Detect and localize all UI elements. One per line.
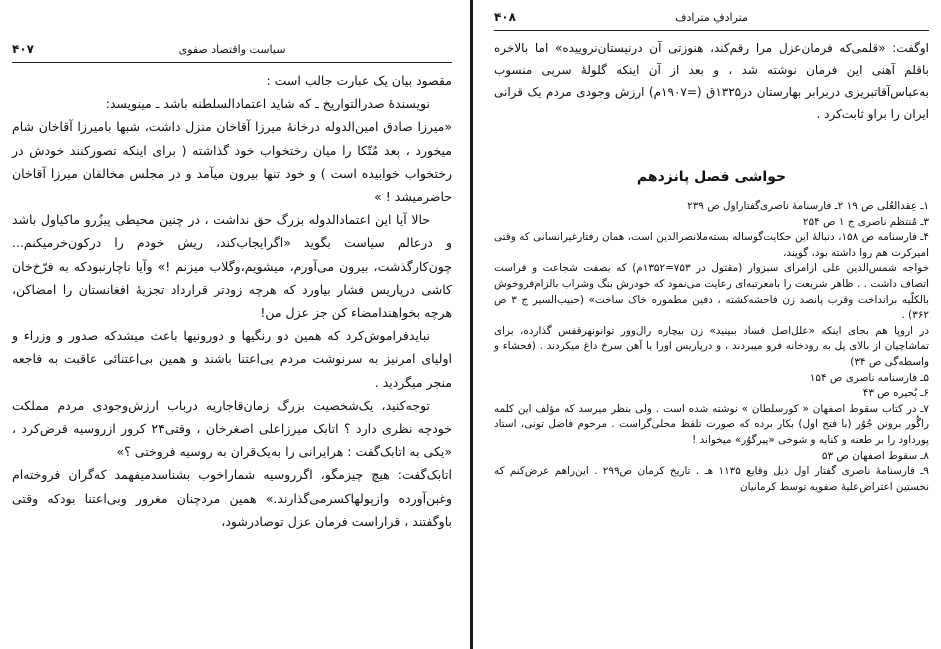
right-page (476, 0, 941, 649)
paragraph: مقصود بیان یک عبارت جالب است : (266, 73, 452, 88)
paragraph: توجه‌کنید، یک‌شخصیت بزرگ زمان‌قاجاریه درباب ارزش‌وجودی مردم مملکت خودچه نظری دارد ؟ اتابک میرزاعلی اصغرخان ، وقتی۲۴ کرور ازروسیه قرض‌کرد ، «یکی به اتابک‌گفت : هرایرانی را به‌یک‌قران به روسیه فروختی ؟» (12, 397, 452, 460)
paragraph: نویسندهٔ صدرالتواریخ ـ که شاید اعتمادالسلطنه باشد ـ مینویسد: (105, 96, 430, 112)
footnote: ۳ـ مُنتظم ناصری ج ۱ ص ۲۵۴ (802, 215, 929, 228)
paragraph: اوگفت: «قلمی‌که فرمان‌عزل مرا رقم‌کند، هنوزتی آن درنیستان‌نروییده» اما بالاخره باقلم آهنی این فرمان نوشته شد ، و بعد از آن اینکه گلولهٔ سربی منسوب به‌عباس‌آقاتبریزی دربرابر بهارستان در۱۳۲۵ق (=۱۹۰۷م) ارزش وجودی مردم یک قرانی ایران را براو ثابت‌کرد . (494, 41, 930, 121)
left-running-title: سیاست واقتصاد صفوی (178, 43, 286, 56)
book-gutter (470, 0, 473, 649)
footnotes-list (494, 199, 929, 495)
paragraph: حالا آیا این اعتمادالدوله بزرگ حق نداشت ، در چنین محیطی پیزُرو ماکیاول باشد و درعالم سیاست بگوید «اگرایجاب‌کند، ریش خودم را درکون‌خرمیکنم... چون‌کارگذشت، بیرون می‌آورم، میشویم،وگلاب میزنم !» وآیا ناچارنبودکه به فرّخ‌خان کاشی درپاریس فشار بیاورد که هرچه زودتر قرارداد تجزیهٔ افغانستان را امضاکن، هرچه بخواهندامضاء کن جز عزل من! (12, 212, 452, 321)
footnote: ۵ـ فارسنامه ناصری ص ۱۵۴ (809, 371, 929, 384)
quote-paragraph: «میرزا صادق امین‌الدوله درخانهٔ میرزا آقاخان منزل داشت، شبها بامیرزا آقاخان شام میخورد ، بعد مُتّکا را میان رختخواب خود گذاشته ( برای اینکه تصورکنند خودش در رختخواب خوابیده است ) و خود تنها بیرون میآمد و در مجلس مخالفان میرزا آقاخان حاضرمیشد ! » (12, 119, 452, 205)
right-page-header (494, 8, 929, 31)
right-page-number: ۴۰۸ (494, 10, 516, 24)
paragraph: اتابک‌گفت: هیچ چیزمگو، اگرروسیه شماراخوب بشناسدمیفهمد که‌گران فروخته‌ام وغبن‌آورده وازپولهاکسرمی‌گذارند.» همین مردچنان مغرور وبی‌اعتنا بودکه وقتی باوگفتند ، قراراست فرمان عزل توصادرشود، (12, 467, 452, 529)
footnote: ۶ـ بُحیره ص ۴۳ (862, 387, 929, 400)
right-page-body (494, 37, 929, 125)
footnote: ۱ـ عِقدالعُلی ص ۱۹ ۲ـ فارسنامهٔ ناصری‌گفتاراول ص ۲۳۹ (687, 200, 929, 212)
left-page-header (12, 40, 452, 63)
left-page-body (12, 69, 452, 533)
footnote: ۹ـ فارسنامهٔ ناصری گفتار اول ذیل وقایع ۱۱۳۵ هـ . تاریخ کرمان ص۲۹۹ . این‌راهم عرض‌کنم که نخستین اعتراض‌علیهٔ صفویه توسط کرمانیان (494, 465, 929, 493)
footnote: خواجه شمس‌الدین علی ازامرای سبزوار (مقتول در ۷۵۳=۱۳۵۲م) که بصفت شجاعت و فراست اتصاف داشت . . ظاهر شریعت را بامعرتبه‌ای رعایت می‌نمود که خودرش بنگ وشراب بالزام‌فروخوش بالکلّیه برانداخت وقرب پانصد زن فاحشه‌کشته ، دفین مطموره خاک ساخت» (حبیب‌السیر ج ۳ ص ۳۶۲) . (494, 262, 929, 322)
footnote: ۸ـ سقوط اصفهان ص ۵۳ (821, 449, 929, 462)
right-running-title: مترادفِ مترادف (675, 11, 748, 24)
footnote: ۷ـ در کتاب سقوط اصفهان « کورسلطان » نوشته شده است . ولی بنظر میرسد که مؤلف این کلمه راگُور برونن جُوُر (با فتح اول) بکار برده که صورت تلفظ محلی‌گراست . مرحوم فاضل تونی، استاد پورداود را بر طعنه و کنایه و شوخی «پیرگوُر» میخواند ! (494, 402, 929, 446)
footnote: در اروپا هم بجای اینکه «علل‌اصل فساد ببینید» زن بیچاره رال‌وور توانونهرقفس گذارده، برای تماشاچیان از بالای پل به رودخانه فرو میبردند ، و درپاریس اورا با آهن سرخ داغ میکردند . (فحشاء و واسطه‌گی ص ۳۴) (494, 324, 929, 368)
left-page-number: ۴۰۷ (12, 42, 34, 56)
paragraph: نبایدفراموش‌کرد که همین دو رنگیها و دورونیها باعث میشدکه صدور و وزراء و اولیای امرنیز به سرنوشت مردم بی‌اعتنا باشند و همین بی‌اعتنائی عاقبت به فاجعه منجر میگردید . (12, 328, 452, 390)
footnote: ۴ـ فارسنامه ص ۱۵۸، دنبالهٔ این حکایت‌گوساله بسته‌ملانصرالدین است، همان رفتارغیرانسانی که وقتی امیرکرت هم روا داشته بود، گویند، (494, 231, 929, 259)
left-page (0, 0, 468, 649)
chapter-notes-title: حواشی فصل پانزدهم (636, 169, 787, 185)
